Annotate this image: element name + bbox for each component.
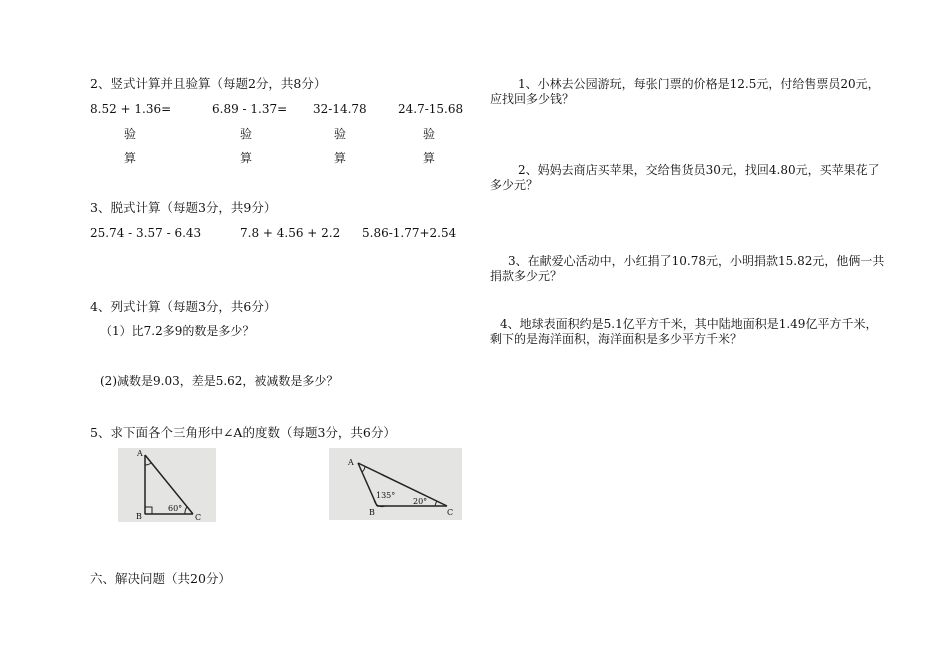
section-4-title: 4、列式计算（每题3分，共6分） (90, 299, 277, 314)
triangle-figure-1 (118, 448, 216, 522)
section-3-title: 3、脱式计算（每题3分，共9分） (90, 200, 277, 215)
angle-b-label: 135° (376, 491, 396, 500)
word-problem-4: 4、地球表面积约是5.1亿平方千米，其中陆地面积是1.49亿平方千米，剩下的是海洋面积，海洋面积是多少平方千米？ (490, 317, 878, 346)
vertical-calc-problem-2: 6.89 - 1.37= (212, 102, 288, 116)
check-label-bottom: 算 (423, 151, 436, 165)
check-label-top: 验 (423, 127, 436, 141)
section-6-title: 六、解决问题（共20分） (90, 571, 231, 586)
vertical-calc-problem-4: 24.7-15.68 (398, 102, 464, 116)
check-label-bottom: 算 (334, 151, 347, 165)
check-label-top: 验 (240, 127, 253, 141)
word-problem-2: 2、妈妈去商店买苹果，交给售货员30元，找回4.80元，买苹果花了多少元？ (490, 163, 880, 192)
word-problem-1: 1、小林去公园游玩，每张门票的价格是12.5元，付给售票员20元，应找回多少钱？ (490, 77, 880, 106)
vertex-label-b: B (136, 512, 142, 521)
vertex-label-c: C (195, 513, 202, 522)
section-5-title: 5、求下面各个三角形中∠A的度数（每题3分，共6分） (90, 425, 396, 440)
angle-c-label: 20° (413, 497, 428, 506)
triangle-figure-2 (329, 448, 462, 520)
formula-question-2: (2)减数是9.03，差是5.62，被减数是多少？ (100, 374, 339, 388)
word-problem-3: 3、在献爱心活动中，小红捐了10.78元，小明捐款15.82元，他俩一共捐款多少元？ (490, 254, 885, 283)
vertical-calc-problem-1: 8.52 + 1.36= (90, 102, 172, 116)
vertex-label-b: B (369, 508, 375, 517)
vertex-label-a: A (348, 458, 354, 467)
vertex-label-c: C (447, 508, 454, 517)
section-2-title: 2、竖式计算并且验算（每题2分，共8分） (90, 76, 327, 91)
check-label-bottom: 算 (240, 151, 253, 165)
check-label-top: 验 (334, 127, 347, 141)
vertex-label-a: A (137, 449, 143, 458)
check-label-top: 验 (124, 127, 137, 141)
mixed-calc-problem-2: 7.8 + 4.56 + 2.2 (240, 226, 341, 240)
vertical-calc-problem-3: 32-14.78 (313, 102, 367, 116)
angle-c-label: 60° (168, 504, 183, 513)
check-label-bottom: 算 (124, 151, 137, 165)
mixed-calc-problem-1: 25.74 - 3.57 - 6.43 (90, 226, 202, 240)
formula-question-1: （1）比7.2多9的数是多少？ (100, 324, 255, 338)
mixed-calc-problem-3: 5.86-1.77+2.54 (362, 226, 457, 240)
